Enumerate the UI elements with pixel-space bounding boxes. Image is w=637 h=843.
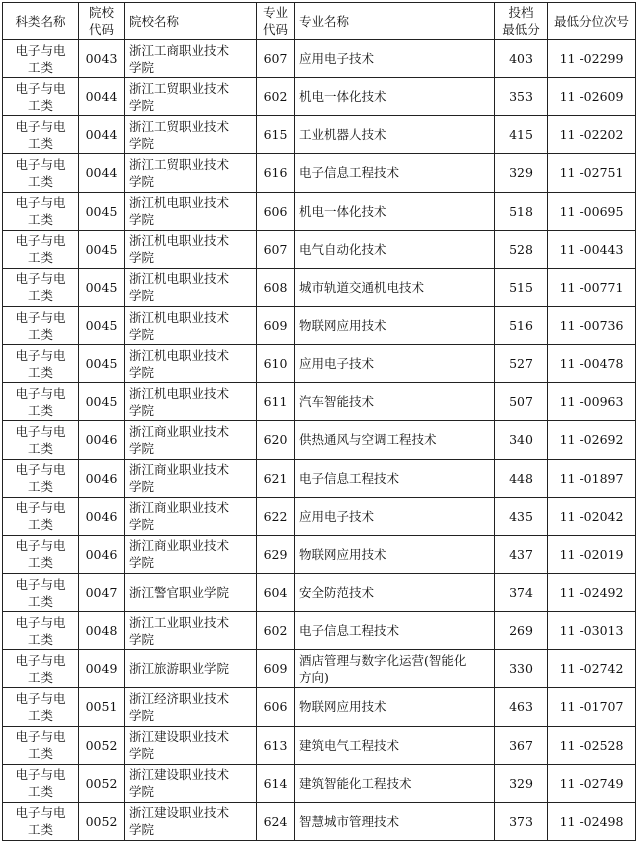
table-row <box>3 383 636 421</box>
cell-major-code: 610 <box>257 345 295 383</box>
cell-min-score: 403 <box>495 40 548 78</box>
cell-major-code: 615 <box>257 116 295 154</box>
cell-category: 电子与电 工类 <box>3 306 79 344</box>
cell-school-name: 浙江建设职业技术 学院 <box>125 726 257 764</box>
cell-school-name: 浙江机电职业技术 学院 <box>125 345 257 383</box>
cell-school-name: 浙江机电职业技术 学院 <box>125 268 257 306</box>
cell-school-name: 浙江工贸职业技术 学院 <box>125 154 257 192</box>
cell-major-name: 电子信息工程技术 <box>295 154 495 192</box>
cell-school-code: 0046 <box>79 535 125 573</box>
cell-school-code: 0045 <box>79 230 125 268</box>
cell-school-code: 0043 <box>79 40 125 78</box>
header-major-name: 专业名称 <box>295 3 495 40</box>
cell-school-code: 0044 <box>79 116 125 154</box>
cell-major-code: 622 <box>257 497 295 535</box>
cell-category: 电子与电 工类 <box>3 459 79 497</box>
cell-category: 电子与电 工类 <box>3 802 79 840</box>
cell-major-code: 607 <box>257 230 295 268</box>
cell-major-name: 建筑智能化工程技术 <box>295 764 495 802</box>
table-row <box>3 345 636 383</box>
cell-school-code: 0046 <box>79 421 125 459</box>
cell-school-code: 0046 <box>79 459 125 497</box>
cell-min-score: 435 <box>495 497 548 535</box>
table-row <box>3 497 636 535</box>
cell-category: 电子与电 工类 <box>3 573 79 611</box>
cell-major-name: 安全防范技术 <box>295 573 495 611</box>
cell-min-score: 507 <box>495 383 548 421</box>
cell-major-name: 机电一体化技术 <box>295 192 495 230</box>
cell-school-code: 0049 <box>79 650 125 688</box>
cell-min-rank: 11 -02749 <box>548 764 636 802</box>
cell-min-score: 528 <box>495 230 548 268</box>
cell-min-rank: 11 -02751 <box>548 154 636 192</box>
header-school-name: 院校名称 <box>125 3 257 40</box>
cell-major-code: 604 <box>257 573 295 611</box>
table-row <box>3 78 636 116</box>
cell-school-name: 浙江商业职业技术 学院 <box>125 535 257 573</box>
cell-min-rank: 11 -01897 <box>548 459 636 497</box>
cell-min-score: 463 <box>495 688 548 726</box>
cell-school-code: 0052 <box>79 764 125 802</box>
cell-min-score: 527 <box>495 345 548 383</box>
cell-school-name: 浙江机电职业技术 学院 <box>125 230 257 268</box>
cell-min-rank: 11 -00736 <box>548 306 636 344</box>
table-row <box>3 421 636 459</box>
cell-school-name: 浙江商业职业技术 学院 <box>125 497 257 535</box>
cell-major-code: 611 <box>257 383 295 421</box>
cell-min-rank: 11 -00963 <box>548 383 636 421</box>
cell-major-name: 城市轨道交通机电技术 <box>295 268 495 306</box>
cell-min-score: 330 <box>495 650 548 688</box>
table-row <box>3 764 636 802</box>
cell-category: 电子与电 工类 <box>3 154 79 192</box>
cell-min-score: 329 <box>495 154 548 192</box>
cell-min-score: 516 <box>495 306 548 344</box>
cell-school-name: 浙江机电职业技术 学院 <box>125 383 257 421</box>
cell-school-name: 浙江工商职业技术 学院 <box>125 40 257 78</box>
cell-major-name: 电气自动化技术 <box>295 230 495 268</box>
cell-school-name: 浙江工贸职业技术 学院 <box>125 116 257 154</box>
cell-min-rank: 11 -02528 <box>548 726 636 764</box>
cell-major-code: 606 <box>257 192 295 230</box>
cell-min-score: 415 <box>495 116 548 154</box>
cell-category: 电子与电 工类 <box>3 535 79 573</box>
cell-major-name: 物联网应用技术 <box>295 306 495 344</box>
cell-min-score: 448 <box>495 459 548 497</box>
cell-school-name: 浙江警官职业学院 <box>125 573 257 611</box>
cell-major-code: 609 <box>257 650 295 688</box>
cell-category: 电子与电 工类 <box>3 383 79 421</box>
cell-school-name: 浙江工业职业技术 学院 <box>125 612 257 650</box>
header-row <box>3 3 636 40</box>
cell-major-code: 606 <box>257 688 295 726</box>
header-min-score: 投档 最低分 <box>495 3 548 40</box>
cell-category: 电子与电 工类 <box>3 268 79 306</box>
table-row <box>3 459 636 497</box>
cell-min-score: 269 <box>495 612 548 650</box>
cell-min-score: 353 <box>495 78 548 116</box>
table-row <box>3 688 636 726</box>
cell-major-code: 614 <box>257 764 295 802</box>
table-row <box>3 192 636 230</box>
cell-major-code: 607 <box>257 40 295 78</box>
cell-school-code: 0045 <box>79 192 125 230</box>
table-row <box>3 573 636 611</box>
cell-min-score: 515 <box>495 268 548 306</box>
cell-category: 电子与电 工类 <box>3 688 79 726</box>
cell-school-name: 浙江建设职业技术 学院 <box>125 764 257 802</box>
cell-school-code: 0045 <box>79 306 125 344</box>
cell-major-name: 应用电子技术 <box>295 40 495 78</box>
table-row <box>3 116 636 154</box>
cell-min-rank: 11 -02609 <box>548 78 636 116</box>
cell-major-name: 物联网应用技术 <box>295 535 495 573</box>
table-row <box>3 268 636 306</box>
cell-school-code: 0044 <box>79 154 125 192</box>
table-row <box>3 726 636 764</box>
cell-school-name: 浙江商业职业技术 学院 <box>125 459 257 497</box>
table-row <box>3 306 636 344</box>
cell-min-score: 437 <box>495 535 548 573</box>
cell-min-rank: 11 -02202 <box>548 116 636 154</box>
cell-major-code: 608 <box>257 268 295 306</box>
cell-school-code: 0044 <box>79 78 125 116</box>
cell-major-code: 629 <box>257 535 295 573</box>
table-row <box>3 40 636 78</box>
cell-min-rank: 11 -03013 <box>548 612 636 650</box>
cell-category: 电子与电 工类 <box>3 612 79 650</box>
cell-min-score: 373 <box>495 802 548 840</box>
cell-category: 电子与电 工类 <box>3 726 79 764</box>
cell-min-score: 374 <box>495 573 548 611</box>
header-major-code: 专业 代码 <box>257 3 295 40</box>
cell-major-name: 供热通风与空调工程技术 <box>295 421 495 459</box>
cell-category: 电子与电 工类 <box>3 40 79 78</box>
cell-school-name: 浙江旅游职业学院 <box>125 650 257 688</box>
table-row <box>3 650 636 688</box>
cell-major-name: 汽车智能技术 <box>295 383 495 421</box>
cell-school-name: 浙江工贸职业技术 学院 <box>125 78 257 116</box>
cell-major-name: 酒店管理与数字化运营(智能化 方向) <box>295 650 495 688</box>
cell-min-rank: 11 -02498 <box>548 802 636 840</box>
header-school-code: 院校 代码 <box>79 3 125 40</box>
cell-major-name: 应用电子技术 <box>295 345 495 383</box>
cell-category: 电子与电 工类 <box>3 421 79 459</box>
cell-major-name: 建筑电气工程技术 <box>295 726 495 764</box>
cell-min-rank: 11 -00478 <box>548 345 636 383</box>
cell-major-code: 602 <box>257 78 295 116</box>
cell-school-code: 0045 <box>79 345 125 383</box>
cell-school-code: 0051 <box>79 688 125 726</box>
cell-category: 电子与电 工类 <box>3 650 79 688</box>
cell-school-name: 浙江机电职业技术 学院 <box>125 192 257 230</box>
admission-table <box>2 2 636 841</box>
table-row <box>3 612 636 650</box>
cell-category: 电子与电 工类 <box>3 230 79 268</box>
table-row <box>3 802 636 840</box>
cell-school-code: 0052 <box>79 802 125 840</box>
cell-category: 电子与电 工类 <box>3 78 79 116</box>
cell-school-name: 浙江机电职业技术 学院 <box>125 306 257 344</box>
table-row <box>3 535 636 573</box>
cell-major-name: 应用电子技术 <box>295 497 495 535</box>
cell-min-rank: 11 -02299 <box>548 40 636 78</box>
cell-min-score: 340 <box>495 421 548 459</box>
cell-min-score: 518 <box>495 192 548 230</box>
table-row <box>3 230 636 268</box>
cell-min-rank: 11 -00771 <box>548 268 636 306</box>
header-category: 科类名称 <box>3 3 79 40</box>
cell-min-rank: 11 -02742 <box>548 650 636 688</box>
cell-school-code: 0048 <box>79 612 125 650</box>
cell-major-name: 电子信息工程技术 <box>295 459 495 497</box>
cell-major-name: 机电一体化技术 <box>295 78 495 116</box>
cell-min-rank: 11 -00443 <box>548 230 636 268</box>
cell-category: 电子与电 工类 <box>3 764 79 802</box>
cell-min-rank: 11 -01707 <box>548 688 636 726</box>
cell-school-name: 浙江经济职业技术 学院 <box>125 688 257 726</box>
cell-category: 电子与电 工类 <box>3 192 79 230</box>
cell-category: 电子与电 工类 <box>3 345 79 383</box>
cell-min-rank: 11 -02042 <box>548 497 636 535</box>
cell-school-code: 0047 <box>79 573 125 611</box>
cell-major-code: 621 <box>257 459 295 497</box>
table-row <box>3 154 636 192</box>
cell-major-code: 613 <box>257 726 295 764</box>
cell-min-rank: 11 -02019 <box>548 535 636 573</box>
cell-school-name: 浙江建设职业技术 学院 <box>125 802 257 840</box>
cell-min-score: 329 <box>495 764 548 802</box>
cell-school-code: 0045 <box>79 383 125 421</box>
cell-min-rank: 11 -02692 <box>548 421 636 459</box>
cell-major-name: 智慧城市管理技术 <box>295 802 495 840</box>
cell-category: 电子与电 工类 <box>3 116 79 154</box>
cell-major-code: 616 <box>257 154 295 192</box>
cell-major-name: 工业机器人技术 <box>295 116 495 154</box>
cell-school-code: 0052 <box>79 726 125 764</box>
cell-major-code: 624 <box>257 802 295 840</box>
cell-school-code: 0045 <box>79 268 125 306</box>
cell-school-code: 0046 <box>79 497 125 535</box>
cell-major-code: 602 <box>257 612 295 650</box>
cell-school-name: 浙江商业职业技术 学院 <box>125 421 257 459</box>
cell-major-name: 物联网应用技术 <box>295 688 495 726</box>
cell-min-score: 367 <box>495 726 548 764</box>
cell-major-code: 620 <box>257 421 295 459</box>
cell-min-rank: 11 -02492 <box>548 573 636 611</box>
cell-category: 电子与电 工类 <box>3 497 79 535</box>
cell-min-rank: 11 -00695 <box>548 192 636 230</box>
cell-major-name: 电子信息工程技术 <box>295 612 495 650</box>
header-min-rank: 最低分位次号 <box>548 3 636 40</box>
cell-major-code: 609 <box>257 306 295 344</box>
